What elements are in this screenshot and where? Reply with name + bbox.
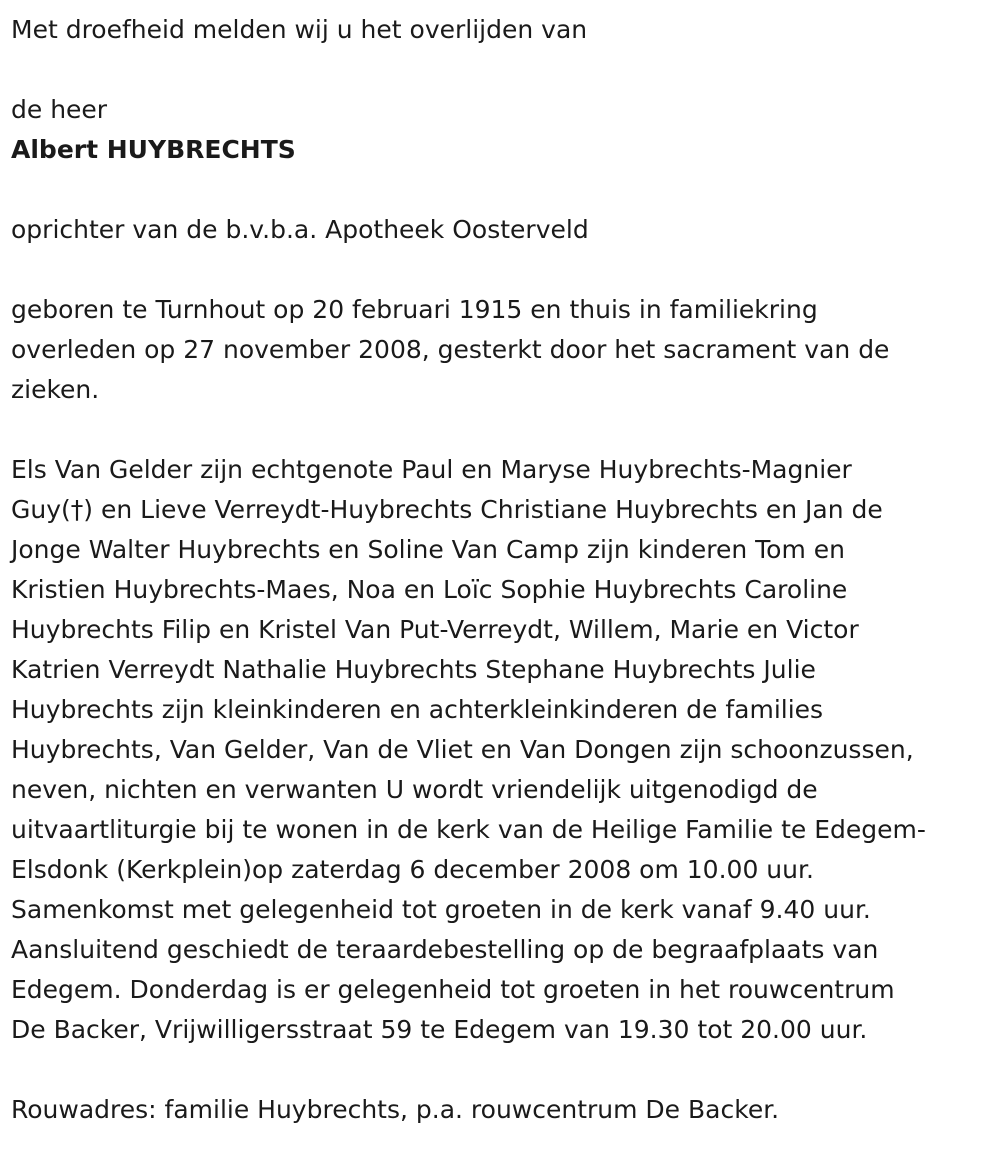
mourning-address: Rouwadres: familie Huybrechts, p.a. rouwcentrum De Backer. [11, 1095, 780, 1124]
role-text: oprichter van de b.v.b.a. Apotheek Oosterveld [11, 215, 589, 244]
spacer [11, 50, 986, 90]
birth-death-line: geboren te Turnhout op 20 februari 1915 en thuis in familiekring [11, 295, 818, 324]
family-line: Huybrechts, Van Gelder, Van de Vliet en Van Dongen zijn schoonzussen, [11, 735, 914, 764]
birth-death-paragraph [11, 290, 986, 410]
family-line: Aansluitend geschiedt de teraardebestelling op de begraafplaats van [11, 935, 879, 964]
family-line: neven, nichten en verwanten U wordt vriendelijk uitgenodigd de [11, 775, 818, 804]
family-line: Katrien Verreydt Nathalie Huybrechts Stephane Huybrechts Julie [11, 655, 816, 684]
spacer [11, 1050, 986, 1090]
family-line: Huybrechts Filip en Kristel Van Put-Verreydt, Willem, Marie en Victor [11, 615, 859, 644]
family-paragraph [11, 450, 986, 1050]
birth-death-line: overleden op 27 november 2008, gesterkt door het sacrament van de [11, 335, 890, 364]
family-line: De Backer, Vrijwilligersstraat 59 te Edegem van 19.30 tot 20.00 uur. [11, 1015, 868, 1044]
spacer [11, 170, 986, 210]
family-line: Elsdonk (Kerkplein)op zaterdag 6 december 2008 om 10.00 uur. [11, 855, 814, 884]
family-line: Samenkomst met gelegenheid tot groeten in de kerk vanaf 9.40 uur. [11, 895, 871, 924]
family-line: Guy(†) en Lieve Verreydt-Huybrechts Christiane Huybrechts en Jan de [11, 495, 883, 524]
birth-death-line: zieken. [11, 375, 100, 404]
family-line: uitvaartliturgie bij te wonen in de kerk van de Heilige Familie te Edegem- [11, 815, 926, 844]
honorific-text: de heer [11, 95, 108, 124]
family-line: Kristien Huybrechts-Maes, Noa en Loïc Sophie Huybrechts Caroline [11, 575, 848, 604]
intro-text: Met droefheid melden wij u het overlijden van [11, 15, 588, 44]
family-line: Jonge Walter Huybrechts en Soline Van Camp zijn kinderen Tom en [11, 535, 845, 564]
family-line: Huybrechts zijn kleinkinderen en achterkleinkinderen de families [11, 695, 824, 724]
deceased-name: Albert HUYBRECHTS [11, 135, 296, 164]
family-line: Edegem. Donderdag is er gelegenheid tot groeten in het rouwcentrum [11, 975, 895, 1004]
family-line: Els Van Gelder zijn echtgenote Paul en Maryse Huybrechts-Magnier [11, 455, 852, 484]
spacer [11, 410, 986, 450]
spacer [11, 250, 986, 290]
